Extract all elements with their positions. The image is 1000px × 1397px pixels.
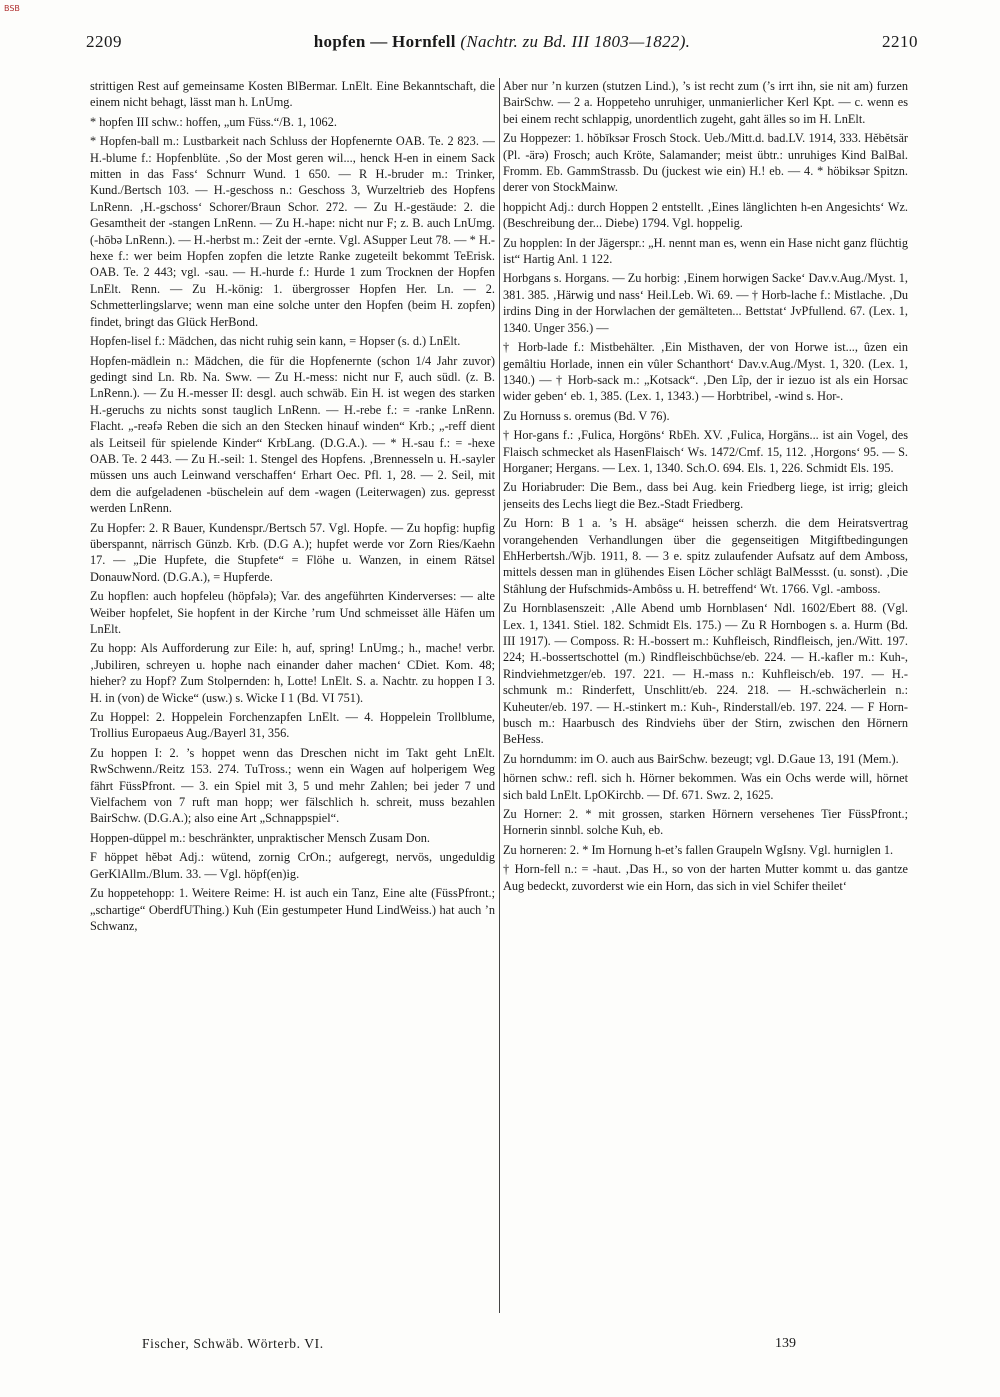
entry: Hopfen-lisel f.: Mädchen, das nicht ruhig sein kann, = Hopser (s. d.) LnElt.: [90, 334, 461, 349]
entry: Zu Hoppezer: 1. hŏbīksər Frosch Stock. Ueb./Mitt.d. bad.LV. 1914, 333. Hĕbĕtsär (Pl. -ärə) Frosch; auch Kröte, Salamander; meist übtr.: unruhiges Kind BalBal. Fromm. Eb. GammStrassb. Du (juckest wie ein) H.! eb. — 4. * höbiksər Spitzn. derer von StockMainw.: [503, 131, 908, 195]
entry: strittigen Rest auf gemeinsame Kosten BlBermar. LnElt. Eine Bekanntschaft, die einem nicht behagt, lässt man h. LnUmg.: [90, 79, 495, 110]
entry: Hoppen-düppel m.: beschränkter, unpraktischer Mensch Zusam Don.: [90, 830, 430, 845]
entry: † Hor-gans f.: ‚Fulica, Horgöns‘ RbEh. XV. ‚Fulica, Horgäns... ist ain Vogel, des Flaisch schmecket als HasenFlaisch‘ Ws. 1472/Cmf. 15, 112. ‚Horgons‘ 95. — S. Horganer; Hergans. — Lex. 1, 1340. Sch.O. 694. Els. 1, 226. Schmidt Els. 195.: [503, 428, 908, 475]
entry: Zu Horner: 2. * mit grossen, starken Hörnern versehenes Tier FüssPfront.; Hornerin sinnbl. solche Kuh, eb.: [503, 807, 908, 838]
entry: Horbgans s. Horgans. — Zu horbig: ‚Einem horwigen Sacke‘ Dav.v.Aug./Myst. 1, 381. 385. ‚Härwig und nass‘ Heil.Leb. Wi. 69. — † Horb-lache f.: Mistlache. ‚Du irdins Ding in der Horwlachen der gemälteten... Bettstat‘ JvPfullend. 67. (Lex. 1, 1340. Unger 356.) —: [503, 271, 908, 335]
entry: Zu Hoppel: 2. Hoppelein Forchenzapfen LnElt. — 4. Hoppelein Trollblume, Trollius Europaeus Aug./Bayerl 31, 356.: [90, 710, 495, 741]
page-number-right: 2210: [882, 32, 918, 51]
entry: Zu horndumm: im O. auch aus BairSchw. bezeugt; vgl. D.Gaue 13, 191 (Mem.).: [503, 751, 899, 766]
library-stamp: BSB: [4, 4, 20, 13]
entry: hörnen schw.: refl. sich h. Hörner bekommen. Was ein Ochs werde will, hörnet sich bald LnElt. LpOKirchb. — Df. 671. Swz. 2, 1625.: [503, 771, 908, 802]
entry: † Horb-lade f.: Mistbehälter. ‚Ein Misthaven, der von Horwe ist..., ûzen ein gemâltiu Horlade, innen ein vûler Schanthort‘ Dav.v.Aug./Myst. 1, 320. (Lex. 1, 1340.) — † Horb-sack m.: „Kotsack“. ‚Den Lîp, der ir iezuo ist als ein Horsac wider geben‘ eb. 1, 385. (Lex. 1, 1343.) — Horbtribel, -wind s. Hor-.: [503, 340, 908, 404]
running-title: [86, 32, 918, 52]
page-header: [86, 32, 918, 58]
entry: F höppet hĕbət Adj.: wütend, zornig CrOn.; aufgeregt, nervös, ungeduldig GerKlAllm./Blum. 33. — Vgl. höpf(en)ig.: [90, 850, 495, 881]
entry: Zu Hornuss s. oremus (Bd. V 76).: [503, 408, 670, 423]
entry: Zu hopflen: auch hopfeleu (höpfələ); Var. des angeführten Kinderverses: — alte Weiber hopfelet, Sie hopfent in der Kirche ’rum Und schmeisset älle Häfen um LnElt.: [90, 589, 495, 636]
right-column: [503, 78, 908, 1308]
entry: Aber nur ’n kurzen (stutzen Lind.), ’s ist recht zum (’s irrt ihn, sie nit am) furzen BairSchw. — 2 a. Hoppeteho unruhiger, unmanierlicher Kerl Kpt. — c. wenn es bei einem recht schlappig, unordentlich zugeht, gaht älles so im H. LnElt.: [503, 79, 908, 126]
entry: Zu hoppetehopp: 1. Weitere Reime: H. ist auch ein Tanz, Eine alte (FüssPfront.; „schartige“ OberdfUThing.) Kuh (Ein gestumpeter Hund LindWeiss.) hat auch ’n Schwanz,: [90, 886, 495, 933]
entry: Zu Horn: B 1 a. ’s H. absäge“ heissen scherzh. die dem Heiratsvertrag vorangehenden Verhandlungen über die gegenseitigen Mitgiftbedingungen EhHerbertsh./Wjb. 1911, 8. — 3 e. spitz zulaufender Aufsatz auf dem Amboss, mittels dessen man in glühendes Eisen Löcher schlägt BalMessst. (u. sonst). ‚Die Stâhlung der Hufschmids-Ambôss u. H. betreffend‘ Wt. 1766. Vgl. -amboss.: [503, 516, 908, 596]
entry: Zu hopp: Als Aufforderung zur Eile: h, auf, spring! LnUmg.; h., mache! verbr. ‚Jubiliren, schreyen u. hophe nach einander daher machen‘ CDiet. Kom. 48; hieher? zu Hopf? Zum Stolpernden: h, Lotte! LnElt. S. a. Nachtr. zu hoppen I 3. H. in (von) de Wicke“ (usw.) s. Wicke I 1 (Bd. VI 751).: [90, 641, 495, 705]
entry: Zu Horiabruder: Die Bem., dass bei Aug. kein Friedberg liege, ist irrig; gleich jenseits des Lechs liegt die Bez.-Stadt Friedberg.: [503, 480, 908, 511]
entry: Hopfen-mädlein n.: Mädchen, die für die Hopfenernte (schon 1/4 Jahr zuvor) gedingt sind Ln. Rb. Na. Sww. — Zu H.-mess: nicht nur F, auch südl. (z. B. LnRenn.). — Zu H.-messer II: desgl. auch schwäb. Ein H. ist wegen des starken H.-geruchs zu nichts sonst tauglich LnRenn. — H.-rebe f.: = -ranke LnRenn. Flacht. „-reəfə Reben die sich an den Stecken hinauf winden“ Krb.; „-reff dient als Leitseil für spielende Kinder“ KrbLang. (D.G.A.). — * H.-sau f.: = -hexe OAB. Te. 2 443. — Zu H.-seil: 1. Stengel des Hopfens. ‚Brennesseln u. H.-sayler müssen uns auch Leinwand verschaffen‘ Erhart Oec. Pfl. 1, 28. — 2. Seil, mit dem die aufgeladenen -büschelein auf dem -wagen (Leiterwagen) zus. gepresst werden LnRenn.: [90, 353, 495, 516]
entry: * hopfen III schw.: hoffen, „um Füss.“/B. 1, 1062.: [90, 114, 337, 129]
running-title-note: (Nachtr. zu Bd. III 1803—1822).: [460, 32, 691, 51]
entry: * Hopfen-ball m.: Lustbarkeit nach Schluss der Hopfenernte OAB. Te. 2 823. — H.-blume f.: Hopfenblüte. ‚So der Most geren wil..., henck H-en in einem Sack mitten in das Fass‘ Schnurr Wund. 1 650. — R H.-bruder m.: Trinker, Kund./Bertsch 103. — H.-geschoss n.: Geschoss 3, Wurzeltrieb des Hopfens LnRenn. ‚H.-gschoss‘ Schorer/Braun Schor. 272. — Zu H.-gestäude: 2. die Gesamtheit der -stangen LnRenn. — Zu H.-hape: nicht nur F; z. B. auch LnUmg. (-hōbə LnRenn.). — H.-herbst m.: Zeit der -ernte. Vgl. ASupper Leut 78. — * H.-hexe f.: wer beim Hopfen zopfen die letzte Ranke zugeteilt bekommt TeErisk. OAB. Te. 2 443; vgl. -sau. — H.-hurde f.: Hurde 1 zum Trocknen der Hopfen LnElt. Renn. — Zu H.-könig: 1. übergrosser Hopfen Her. Ln. — 2. Schmetterlingslarve; wenn man eine solche unter den Hopfen (beim H. zopfen) findet, bringt das Glück HerBond.: [90, 134, 495, 329]
entry: † Horn-fell n.: = -haut. ‚Das H., so von der harten Mutter kommt u. das gantze Aug bedeckt, zuvorderst wie ein Horn, das sich in viel Schifer theilet‘: [503, 862, 908, 893]
footer-sheet-number: 139: [775, 1336, 796, 1351]
footer-signature: Fischer, Schwäb. Wörterb. VI.: [142, 1336, 324, 1351]
running-title-main: hopfen — Hornfell: [313, 32, 456, 51]
entry: Zu horneren: 2. * Im Hornung h-et’s fallen Graupeln WgIsny. Vgl. hurniglen 1.: [503, 842, 894, 857]
entry: Zu Hornblasenszeit: ‚Alle Abend umb Hornblasen‘ Ndl. 1602/Ebert 88. (Vgl. Lex. 1, 1341. Stiel. 182. Schmidt Els. 175.) — Zu R Hornbogen s. a. Hurm (Bd. III 1917). — Composs. R: H.-bossert m.: Kuhfleisch, Rindfleisch, jen./Witt. 197. 224; H.-bossertschottel (m.) Rindfleischbüchse/eb. 224. — H.-kafler m.: Kuh-, Rindviehmetzger/eb. 197. 221. — H.-mass n.: Kuhfleisch/eb. 197. — H.-schmunk m.: Rinderfett, Unschlitt/eb. 224. 218. — H.-schwächerlein n.: Kuheuter/eb. 197. — H.-stinkert m.: Kuh-, Rinderstall/eb. 197. 224. — F Horn-busch m.: Haarbusch des Rindviehs über der Stirn, zwischen den Hörnern BeHess.: [503, 601, 908, 747]
column-divider: [499, 78, 500, 1313]
entry: hoppicht Adj.: durch Hoppen 2 entstellt. ‚Eines länglichten h-en Angesichts‘ Wz. (Beschreibung der... Diebe) 1794. Vgl. hoppelig.: [503, 199, 908, 231]
entry: Zu hopplen: In der Jägerspr.: „H. nennt man es, wenn ein Hase nicht ganz flüchtig ist“ Hartig Anl. 1 122.: [503, 235, 908, 267]
entry: Zu Hopfer: 2. R Bauer, Kundenspr./Bertsch 57. Vgl. Hopfe. — Zu hopfig: hupfig überspannt, närrisch Günzb. Krb. (D.G A.); hupfet werde vor Zorn Ries/Kaehn 17. — „Die Hupfete, die Stupfete“ = Flöhe u. Wanzen, in einem Rätsel DonauwNord. (D.G.A.), = Hupferde.: [90, 520, 495, 584]
entry: Zu hoppen I: 2. ’s hoppet wenn das Dreschen nicht im Takt geht LnElt. RwSchwenn./Reitz 153. 274. TuTross.; wenn ein Wagen auf holperigem Weg fährt FüssPfront. — 3. ein Spiel mit 3, 5 und mehr Zahlen; bei jeder 7 und Vielfachem von 7 ruft man hopp; wer fälschlich h. schreit, muss bezahlen BairSchw. (D.G.A.); also eine Art „Schnappspiel“.: [90, 745, 495, 826]
page-number-left: 2209: [86, 32, 122, 51]
left-column: [90, 78, 495, 1308]
